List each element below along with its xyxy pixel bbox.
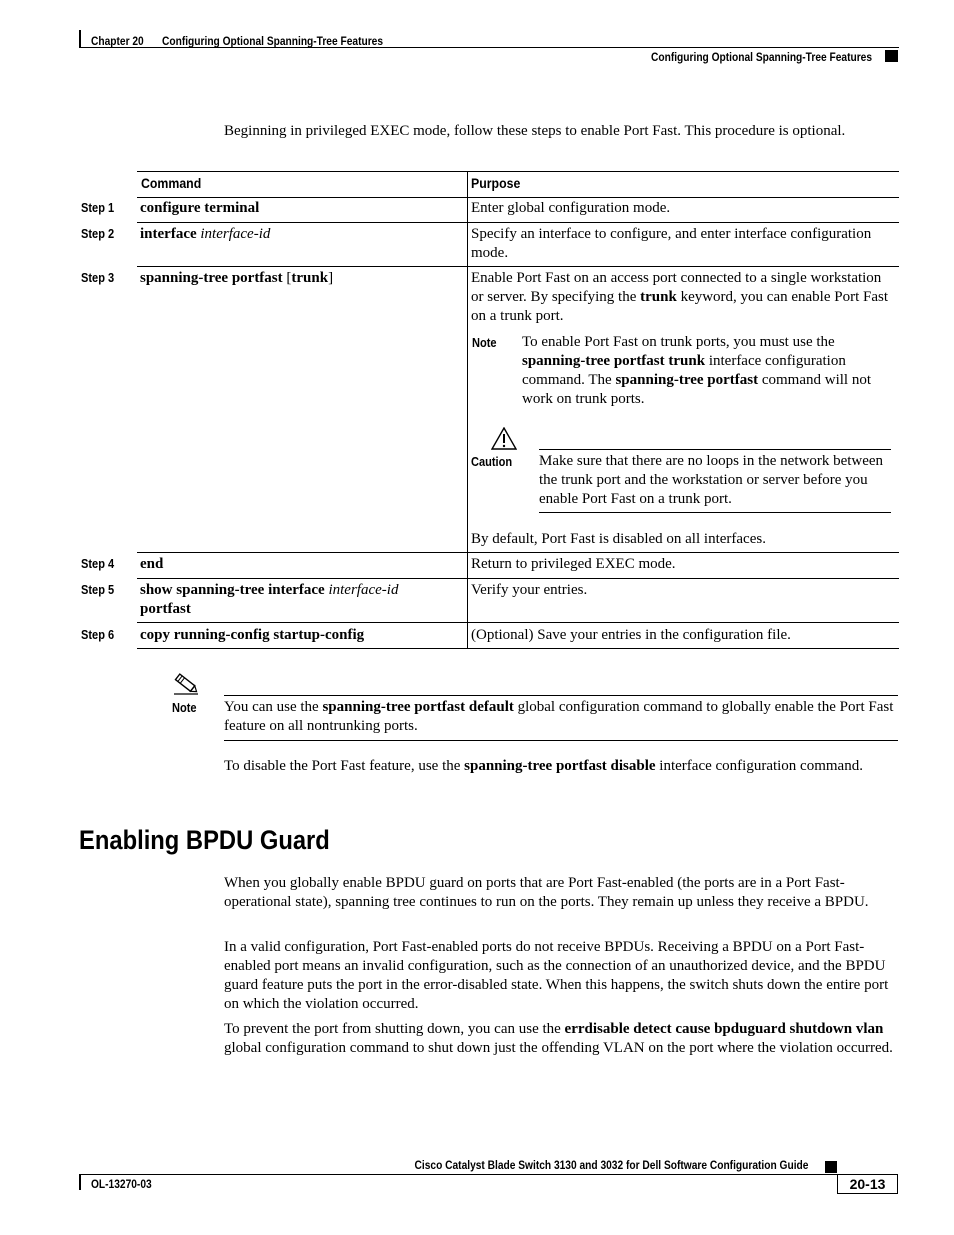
caution-bottom-rule (539, 512, 891, 513)
header-black-box (885, 50, 898, 62)
step-label: Step 3 (81, 270, 115, 285)
table-top-rule (137, 171, 899, 172)
step-label: Step 6 (81, 627, 115, 642)
paragraph: When you globally enable BPDU guard on ports that are Port Fast-enabled (the ports are in a Port Fast-operational state), spanning tree continues to run on the ports. They remain up unless they receive a BPDU. (224, 875, 869, 910)
note-label: Note (172, 700, 197, 715)
pencil-note-icon (172, 672, 200, 696)
footer-doc-id: OL-13270-03 (91, 1177, 152, 1191)
caution-label: Caution (471, 454, 513, 469)
header-chapter-title: Configuring Optional Spanning-Tree Features (162, 34, 384, 48)
footer-guide-title: Cisco Catalyst Blade Switch 3130 and 3032 for Dell Software Configuration Guide (414, 1158, 808, 1172)
paragraph: In a valid configuration, Port Fast-enabled ports do not receive BPDUs. Receiving a BPDU on a Port Fast-enabled port means an invalid configuration, such as the connection of an unauthorized device, and the BPDU guard feature puts the port in the error-disabled state. When this happens, the switch shuts down the entire port on which the violation occurred. (224, 939, 889, 1012)
footer-rule (79, 1174, 837, 1175)
purpose-cell: Verify your entries. (471, 582, 588, 598)
caution-text: Make sure that there are no loops in the network between the trunk port and the workstation or server before you enable Port Fast on a trunk port. (539, 453, 884, 507)
note-bottom-rule (224, 740, 898, 741)
table-row-rule (137, 266, 899, 267)
table-header-purpose: Purpose (471, 175, 521, 191)
table-row-rule (137, 622, 899, 623)
purpose-cell: Return to privileged EXEC mode. (471, 556, 676, 572)
command-cell: end (140, 556, 164, 572)
step-label: Step 1 (81, 200, 115, 215)
purpose-cell: (Optional) Save your entries in the configuration file. (471, 627, 791, 643)
table-column-divider (467, 171, 468, 649)
footer-black-box (825, 1161, 837, 1173)
note-label: Note (472, 335, 497, 350)
step-label: Step 2 (81, 226, 115, 241)
note-text: To enable Port Fast on trunk ports, you must use the spanning-tree portfast trunk interface configuration command. The spanning-tree portfast command will not work on trunk ports. (522, 334, 871, 407)
footer-left-bar (79, 1174, 81, 1190)
command-cell: copy running-config startup-config (140, 627, 365, 643)
paragraph: To prevent the port from shutting down, you can use the errdisable detect cause bpduguard shutdown vlan global configuration command to shut down just the offending VLAN on the port where the violation occurred. (224, 1021, 893, 1056)
header-left-bar (79, 30, 81, 48)
table-row-rule (137, 552, 899, 553)
table-header-rule (137, 197, 899, 198)
command-cell: show spanning-tree interface interface-id portfast (140, 582, 399, 617)
note-text: You can use the spanning-tree portfast default global configuration command to globally enable the Port Fast feature on all nontrunking ports. (224, 699, 894, 734)
purpose-cell: Specify an interface to configure, and enter interface configuration mode. (471, 226, 872, 261)
default-text: By default, Port Fast is disabled on all interfaces. (471, 531, 766, 547)
table-row-rule (137, 578, 899, 579)
purpose-cell: Enable Port Fast on an access port connected to a single workstation or server. By specifying the trunk keyword, you can enable Port Fast on a trunk port. (471, 270, 889, 324)
step-label: Step 5 (81, 582, 115, 597)
disable-paragraph: To disable the Port Fast feature, use the spanning-tree portfast disable interface configuration command. (224, 758, 863, 774)
header-section-title: Configuring Optional Spanning-Tree Features (650, 50, 872, 64)
step-label: Step 4 (81, 556, 115, 571)
table-header-command: Command (141, 175, 202, 191)
table-row-rule (137, 222, 899, 223)
caution-icon (491, 427, 517, 450)
command-cell: interface interface-id (140, 226, 271, 242)
table-bottom-rule (137, 648, 899, 649)
intro-text: Beginning in privileged EXEC mode, follow these steps to enable Port Fast. This procedure is optional. (224, 123, 846, 139)
command-cell: spanning-tree portfast [trunk] (140, 270, 334, 286)
command-cell: configure terminal (140, 200, 260, 216)
section-heading: Enabling BPDU Guard (79, 825, 330, 855)
header-chapter: Chapter 20 (91, 34, 144, 48)
page-number: 20-13 (849, 1176, 886, 1192)
caution-top-rule (539, 449, 891, 450)
note-top-rule (224, 695, 898, 696)
purpose-cell: Enter global configuration mode. (471, 200, 671, 216)
